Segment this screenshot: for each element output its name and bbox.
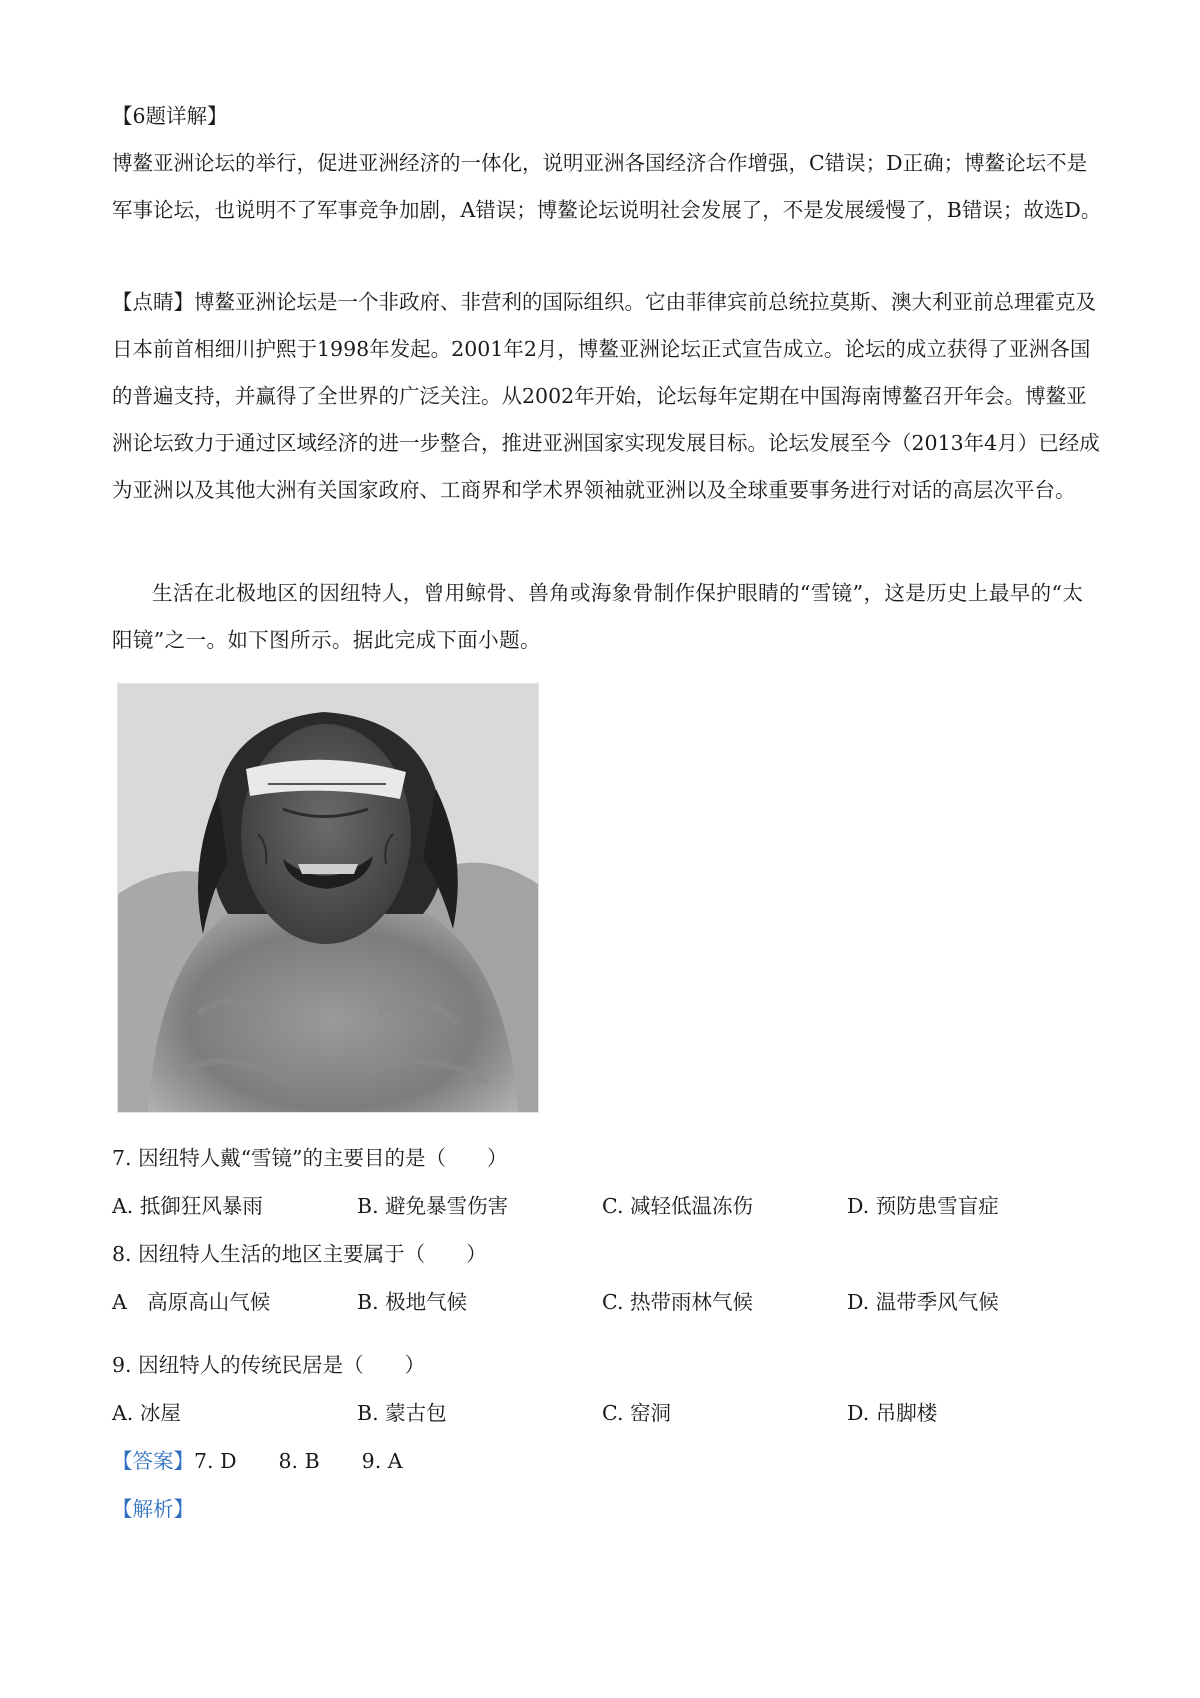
option-c: C. 窑洞 (602, 1401, 671, 1425)
photo-drawing (118, 684, 538, 1112)
explain-heading: 【6题详解】 (112, 104, 228, 128)
point-text: 博鳌亚洲论坛是一个非政府、非营利的国际组织。它由菲律宾前总统拉莫斯、澳大利亚前总理霍克及日本前首相细川护熙于1998年发起。2001年2月，博鳌亚洲论坛正式宣告成立。论坛的成立获得了亚洲各国的普遍支持，并赢得了全世界的广泛关注。从2002年开始，论坛每年定期在中国海南博鳌召开年会。博鳌亚洲论坛致力于通过区域经济的进一步整合，推进亚洲国家实现发展目标。论坛发展至今（2013年4月）已经成为亚洲以及其他大洲有关国家政府、工商界和学术界领袖就亚洲以及全球重要事务进行对话的高层次平台。 (112, 290, 1100, 502)
question-8: 8. 因纽特人生活的地区主要属于（ ） (112, 1242, 487, 1266)
question-9: 9. 因纽特人的传统民居是（ ） (112, 1353, 426, 1377)
option-a: A 高原高山气候 (112, 1290, 271, 1314)
answer-label: 【答案】 (112, 1449, 194, 1473)
answer-8: 8. B (278, 1449, 320, 1473)
question-7: 7. 因纽特人戴“雪镜”的主要目的是（ ） (112, 1146, 508, 1170)
question-8-options (112, 1286, 1102, 1318)
option-d: D. 温带季风气候 (847, 1290, 999, 1314)
option-b: B. 极地气候 (357, 1290, 468, 1314)
option-d: D. 预防患雪盲症 (847, 1194, 999, 1218)
answer-7: 7. D (194, 1449, 237, 1473)
analysis-label: 【解析】 (112, 1497, 194, 1521)
question-7-options (112, 1190, 1102, 1222)
option-b: B. 避免暴雪伤害 (357, 1194, 509, 1218)
option-b: B. 蒙古包 (357, 1401, 447, 1425)
explain-paragraph: 博鳌亚洲论坛的举行，促进亚洲经济的一体化，说明亚洲各国经济合作增强，C错误；D正确；博鳌论坛不是军事论坛，也说明不了军事竞争加剧，A错误；博鳌论坛说明社会发展了，不是发展缓慢了，B错误；故选D。 (112, 151, 1102, 222)
answer-line (112, 1445, 403, 1477)
option-c: C. 减轻低温冻伤 (602, 1194, 753, 1218)
question-9-options (112, 1397, 1102, 1429)
option-a: A. 冰屋 (112, 1401, 181, 1425)
point-label: 【点睛】 (112, 290, 194, 314)
point-paragraph (112, 279, 1102, 514)
material-intro: 生活在北极地区的因纽特人，曾用鲸骨、兽角或海象骨制作保护眼睛的“雪镜”，这是历史上最早的“太阳镜”之一。如下图所示。据此完成下面小题。 (112, 581, 1084, 652)
answer-9: 9. A (361, 1449, 403, 1473)
option-d: D. 吊脚楼 (847, 1401, 938, 1425)
inuit-snow-goggles-photo (117, 683, 539, 1113)
option-c: C. 热带雨林气候 (602, 1290, 753, 1314)
option-a: A. 抵御狂风暴雨 (112, 1194, 263, 1218)
